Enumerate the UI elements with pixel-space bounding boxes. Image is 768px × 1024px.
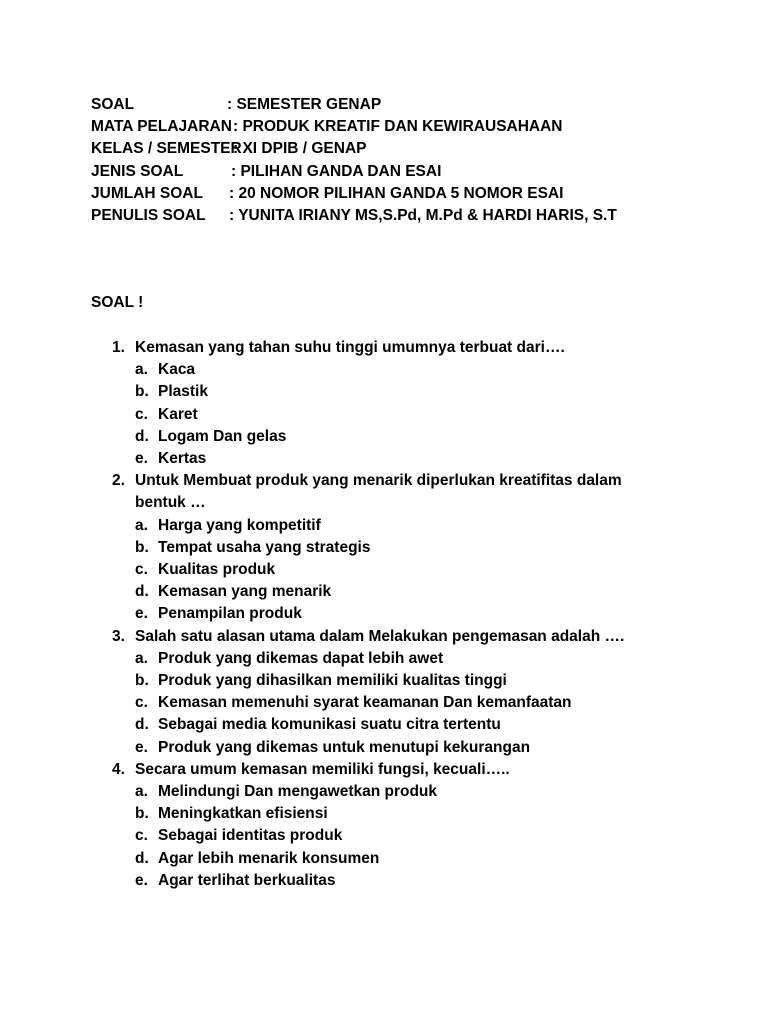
option-letter: d. bbox=[135, 716, 149, 734]
header-value: : PILIHAN GANDA DAN ESAI bbox=[231, 162, 442, 180]
header-row-kelas-semester bbox=[91, 138, 711, 160]
option-item bbox=[91, 781, 651, 803]
question-item bbox=[91, 626, 651, 759]
option-text: Penampilan produk bbox=[158, 605, 302, 623]
option-letter: e. bbox=[135, 738, 148, 756]
header-label: KELAS / SEMESTER bbox=[91, 140, 242, 158]
header-row-penulis-soal bbox=[91, 205, 711, 227]
question-text: Untuk Membuat produk yang menarik diperlukan kreatifitas dalam bentuk … bbox=[135, 472, 622, 512]
header-value: : PRODUK KREATIF DAN KEWIRAUSAHAAN bbox=[233, 118, 563, 136]
option-text: Plastik bbox=[158, 383, 208, 401]
option-letter: b. bbox=[135, 538, 149, 556]
option-item bbox=[91, 670, 651, 692]
exam-header bbox=[91, 94, 711, 227]
option-text: Karet bbox=[158, 405, 198, 423]
option-letter: c. bbox=[135, 694, 148, 712]
option-letter: b. bbox=[135, 672, 149, 690]
option-text: Kemasan memenuhi syarat keamanan Dan kemanfaatan bbox=[158, 694, 572, 712]
header-value: : XI DPIB / GENAP bbox=[233, 140, 367, 158]
question-text: Kemasan yang tahan suhu tinggi umumnya terbuat dari…. bbox=[135, 339, 565, 356]
option-item bbox=[91, 404, 651, 426]
option-item bbox=[91, 648, 651, 670]
option-item bbox=[91, 515, 651, 537]
option-letter: a. bbox=[135, 649, 148, 667]
option-item bbox=[91, 381, 651, 403]
option-letter: d. bbox=[135, 583, 149, 601]
option-text: Agar lebih menarik konsumen bbox=[158, 849, 380, 867]
question-item bbox=[91, 759, 651, 892]
option-letter: e. bbox=[135, 450, 148, 468]
option-text: Kemasan yang menarik bbox=[158, 583, 332, 601]
option-item bbox=[91, 359, 651, 381]
header-row-jumlah-soal bbox=[91, 183, 711, 205]
header-label: JENIS SOAL bbox=[91, 162, 184, 180]
option-text: Produk yang dikemas dapat lebih awet bbox=[158, 649, 444, 667]
question-list bbox=[91, 337, 651, 892]
header-label: MATA PELAJARAN bbox=[91, 118, 232, 136]
option-item bbox=[91, 559, 651, 581]
option-text: Kualitas produk bbox=[158, 561, 276, 579]
option-item bbox=[91, 448, 651, 470]
option-text: Harga yang kompetitif bbox=[158, 516, 321, 534]
section-title: SOAL ! bbox=[91, 294, 144, 311]
option-letter: c. bbox=[135, 561, 148, 579]
question-number: 3. bbox=[112, 627, 125, 645]
option-text: Kertas bbox=[158, 450, 207, 468]
header-value: : 20 NOMOR PILIHAN GANDA 5 NOMOR ESAI bbox=[229, 184, 564, 202]
option-item bbox=[91, 737, 651, 759]
option-text: Tempat usaha yang strategis bbox=[158, 538, 371, 556]
option-letter: b. bbox=[135, 383, 149, 401]
option-letter: a. bbox=[135, 516, 148, 534]
option-letter: c. bbox=[135, 827, 148, 845]
option-letter: a. bbox=[135, 361, 148, 379]
option-letter: a. bbox=[135, 783, 148, 801]
question-text: Secara umum kemasan memiliki fungsi, kecuali….. bbox=[135, 760, 510, 778]
question-item bbox=[91, 337, 651, 470]
option-letter: e. bbox=[135, 871, 148, 889]
question-text: Salah satu alasan utama dalam Melakukan pengemasan adalah …. bbox=[135, 627, 625, 645]
option-text: Meningkatkan efisiensi bbox=[158, 805, 328, 823]
option-text: Logam Dan gelas bbox=[158, 427, 287, 445]
header-value: : YUNITA IRIANY MS,S.Pd, M.Pd & HARDI HARIS, S.T bbox=[229, 206, 617, 224]
option-text: Sebagai media komunikasi suatu citra tertentu bbox=[158, 716, 501, 734]
option-letter: c. bbox=[135, 405, 148, 423]
option-text: Melindungi Dan mengawetkan produk bbox=[158, 783, 438, 801]
header-label: JUMLAH SOAL bbox=[91, 184, 203, 202]
option-text: Produk yang dihasilkan memiliki kualitas tinggi bbox=[158, 672, 507, 690]
option-item bbox=[91, 870, 651, 892]
option-letter: d. bbox=[135, 427, 149, 445]
option-item bbox=[91, 537, 651, 559]
option-text: Produk yang dikemas untuk menutupi kekurangan bbox=[158, 738, 531, 756]
header-label: PENULIS SOAL bbox=[91, 206, 206, 224]
option-text: Sebagai identitas produk bbox=[158, 827, 343, 845]
option-item bbox=[91, 825, 651, 847]
option-item bbox=[91, 426, 651, 448]
question-number: 4. bbox=[112, 760, 125, 778]
option-item bbox=[91, 581, 651, 603]
option-item bbox=[91, 848, 651, 870]
question-item bbox=[91, 470, 651, 625]
option-item bbox=[91, 714, 651, 736]
header-label: SOAL bbox=[91, 96, 135, 113]
option-item bbox=[91, 603, 651, 625]
header-row-jenis-soal bbox=[91, 161, 711, 183]
header-row-soal bbox=[91, 94, 711, 116]
option-item bbox=[91, 692, 651, 714]
question-number: 2. bbox=[112, 472, 125, 490]
header-row-mata-pelajaran bbox=[91, 116, 711, 138]
option-item bbox=[91, 803, 651, 825]
option-text: Kaca bbox=[158, 361, 196, 379]
option-letter: e. bbox=[135, 605, 148, 623]
option-letter: d. bbox=[135, 849, 149, 867]
question-number: 1. bbox=[112, 339, 125, 356]
option-text: Agar terlihat berkualitas bbox=[158, 871, 336, 889]
header-value: : SEMESTER GENAP bbox=[227, 96, 382, 113]
option-letter: b. bbox=[135, 805, 149, 823]
